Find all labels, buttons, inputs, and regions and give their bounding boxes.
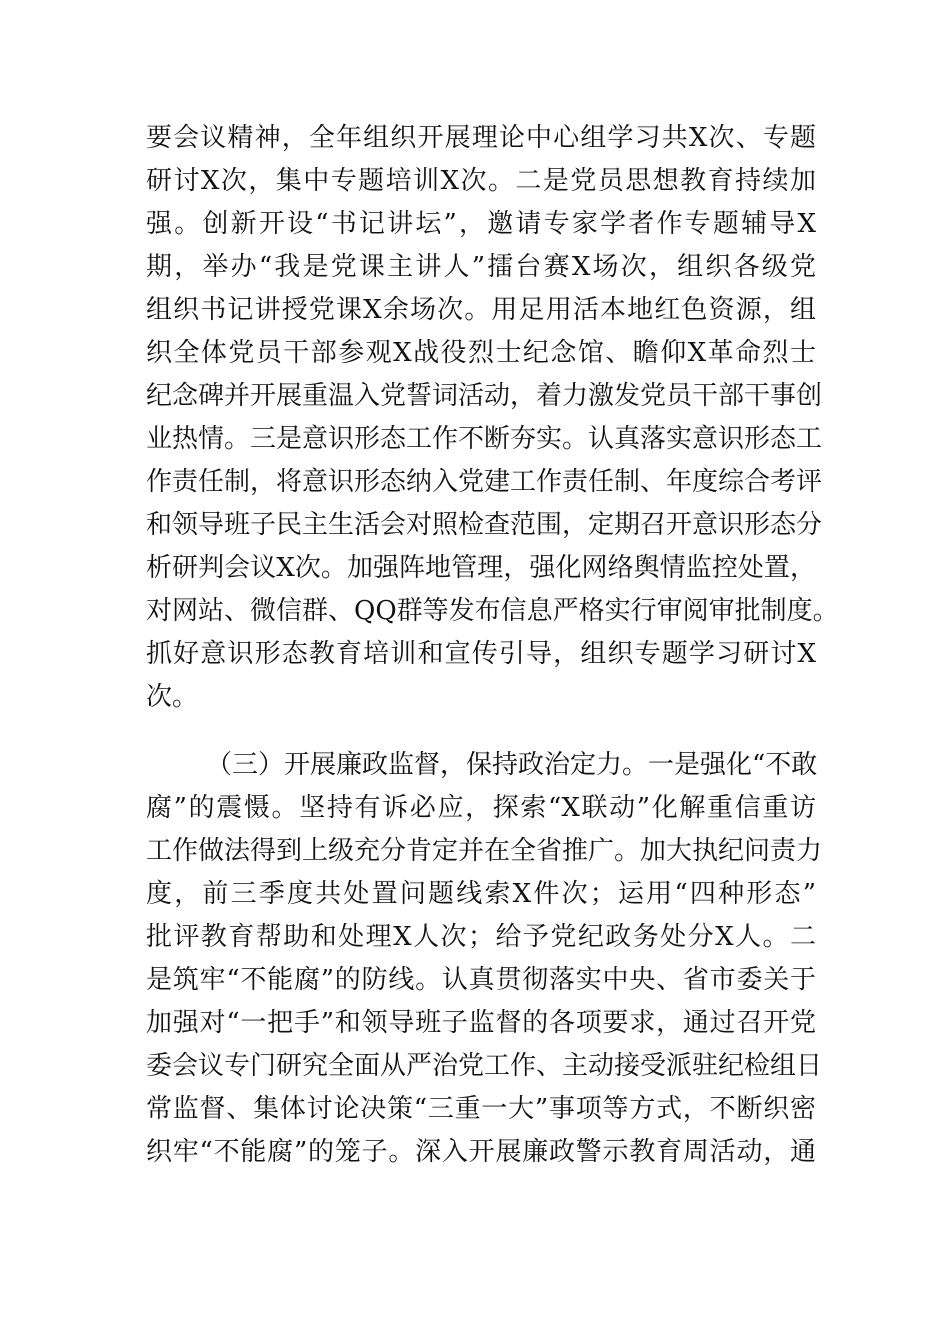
- text-line: 次。: [146, 682, 199, 712]
- text-line: 加强对“一把手”和领导班子监督的各项要求，通过召开党: [146, 1008, 816, 1038]
- text-line: 委会议专门研究全面从严治党工作、主动接受派驻纪检组日: [146, 1051, 823, 1081]
- text-line: 是筑牢“不能腐”的防线。认真贯彻落实中央、省市委关于: [146, 965, 816, 995]
- text-line: 研讨X次，集中专题培训X次。二是党员思想教育持续加: [146, 166, 816, 196]
- text-line: 作责任制，将意识形态纳入党建工作责任制、年度综合考评: [146, 467, 823, 497]
- text-line: 批评教育帮助和处理X人次；给予党纪政务处分X人。二: [146, 922, 816, 952]
- text-line: 析研判会议X次。加强阵地管理，强化网络舆情监控处置，: [146, 553, 816, 583]
- text-line: 纪念碑并开展重温入党誓词活动，着力激发党员干部干事创: [146, 381, 823, 411]
- text-line: 工作做法得到上级充分肯定并在全省推广。加大执纪问责力: [146, 836, 823, 866]
- section-heading-line: （三）开展廉政监督，保持政治定力。一是强化“不敢: [206, 750, 818, 780]
- text-line: 度，前三季度共处置问题线索X件次；运用“四种形态”: [146, 879, 816, 909]
- text-line: 要会议精神，全年组织开展理论中心组学习共X次、专题: [146, 123, 816, 153]
- text-line: 对网站、微信群、QQ群等发布信息严格实行审阅审批制度。: [146, 596, 839, 626]
- text-line: 业热情。三是意识形态工作不断夯实。认真落实意识形态工: [146, 424, 823, 454]
- text-line: 期，举办“我是党课主讲人”擂台赛X场次，组织各级党: [146, 252, 816, 282]
- text-line: 常监督、集体讨论决策“三重一大”事项等方式，不断织密: [146, 1094, 816, 1124]
- text-line: 织全体党员干部参观X战役烈士纪念馆、瞻仰X革命烈士: [146, 338, 816, 368]
- text-line: 织牢“不能腐”的笼子。深入开展廉政警示教育周活动，通: [146, 1137, 816, 1167]
- text-line: 组织书记讲授党课X余场次。用足用活本地红色资源，组: [146, 295, 816, 325]
- text-line: 抓好意识形态教育培训和宣传引导，组织专题学习研讨X: [146, 639, 816, 669]
- text-line: 和领导班子民主生活会对照检查范围，定期召开意识形态分: [146, 510, 823, 540]
- text-line: 腐”的震慑。坚持有诉必应，探索“X联动”化解重信重访: [146, 793, 816, 823]
- text-line: 强。创新开设“书记讲坛”，邀请专家学者作专题辅导X: [146, 209, 816, 239]
